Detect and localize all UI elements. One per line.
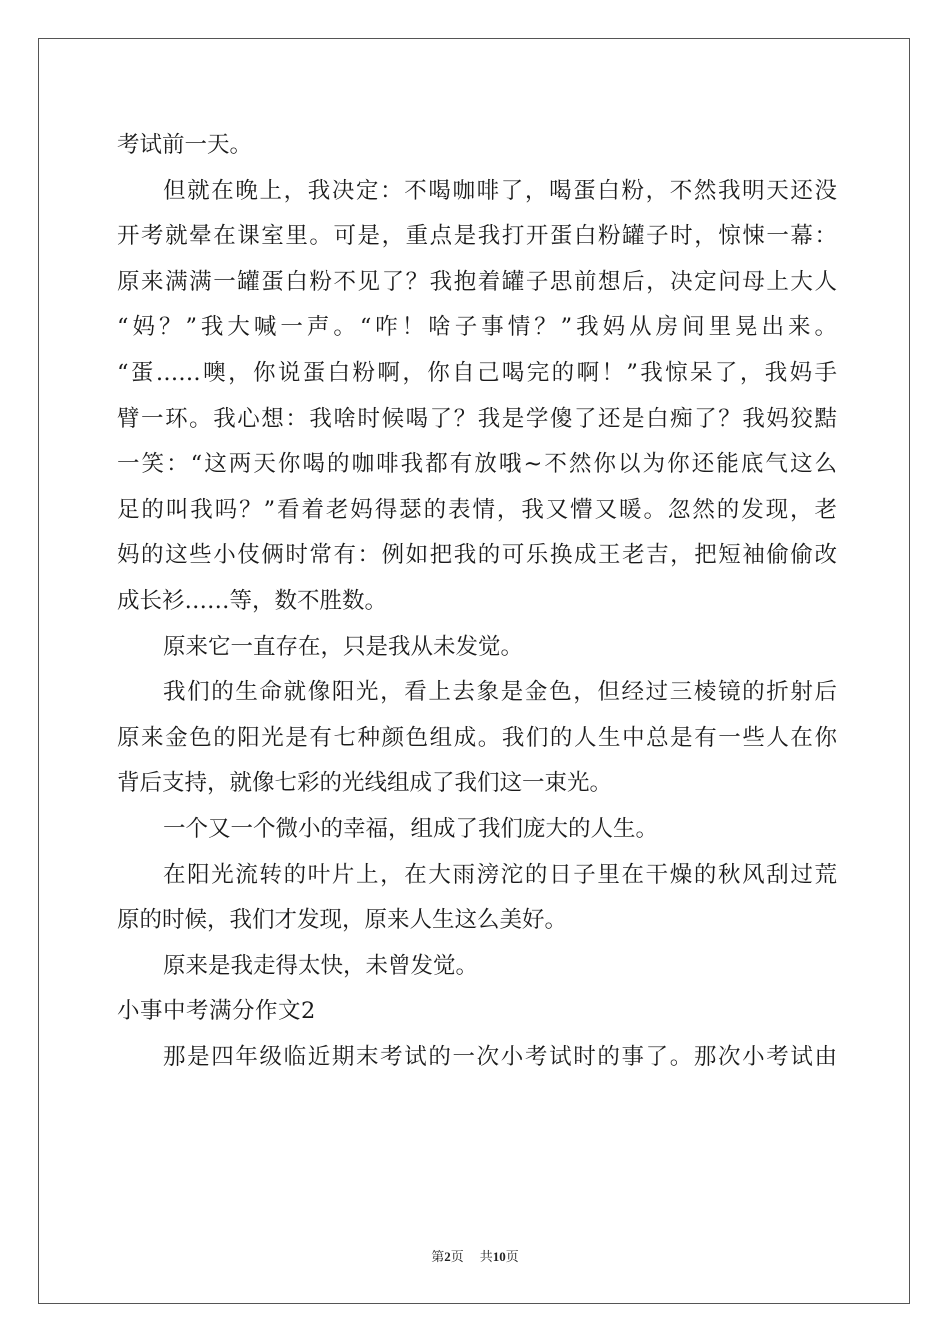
current-page-number: 2 [444,1249,451,1264]
text-line: “蛋……噢，你说蛋白粉啊，你自己喝完的啊！”我惊呆了，我妈手 [117,359,837,386]
document-body [117,123,837,1080]
text-line: 开考就晕在课室里。可是，重点是我打开蛋白粉罐子时，惊悚一幕： [117,223,837,250]
text-line: 那是四年级临近期末考试的一次小考试时的事了。那次小考试由 [163,1043,837,1070]
text-line: 原的时候，我们才发现，原来人生这么美好。 [117,907,568,934]
text-line: 原来它一直存在，只是我从未发觉。 [163,633,524,660]
text-line: 原来是我走得太快，未曾发觉。 [163,952,479,979]
text-line: 臂一环。我心想：我啥时候喝了？我是学傻了还是白痴了？我妈狡黠 [117,405,837,432]
text-line: 在阳光流转的叶片上，在大雨滂沱的日子里在干燥的秋风刮过荒 [163,861,837,888]
text-line: 一笑：“这两天你喝的咖啡我都有放哦~不然你以为你还能底气这么 [117,451,837,478]
text-line: “妈？”我大喊一声。“咋！啥子事情？”我妈从房间里晃出来。 [117,314,837,341]
text-line: 原来满满一罐蛋白粉不见了？我抱着罐子思前想后，决定问母上大人 [117,268,837,295]
total-page-count: 10 [492,1249,506,1264]
text-line: 足的叫我吗？”看着老妈得瑟的表情，我又懵又暖。忽然的发现，老 [117,496,837,523]
page-indicator: 第2页 [431,1249,464,1264]
total-pages-indicator: 共10页 [479,1249,519,1264]
text-line: 成长衫……等，数不胜数。 [117,587,388,614]
text-line: 背后支持，就像七彩的光线组成了我们这一束光。 [117,770,613,797]
text-line: 一个又一个微小的幸福，组成了我们庞大的人生。 [163,815,659,842]
text-line: 但就在晚上，我决定：不喝咖啡了，喝蛋白粉，不然我明天还没 [163,177,837,204]
text-line: 妈的这些小伎俩时常有：例如把我的可乐换成王老吉，把短袖偷偷改 [117,542,837,569]
text-line: 考试前一天。 [117,132,253,158]
text-line: 我们的生命就像阳光，看上去象是金色，但经过三棱镜的折射后 [163,679,837,706]
section-heading: 小事中考满分作文2 [117,998,316,1025]
page-footer [0,1246,950,1265]
text-line: 原来金色的阳光是有七种颜色组成。我们的人生中总是有一些人在你 [117,724,837,751]
